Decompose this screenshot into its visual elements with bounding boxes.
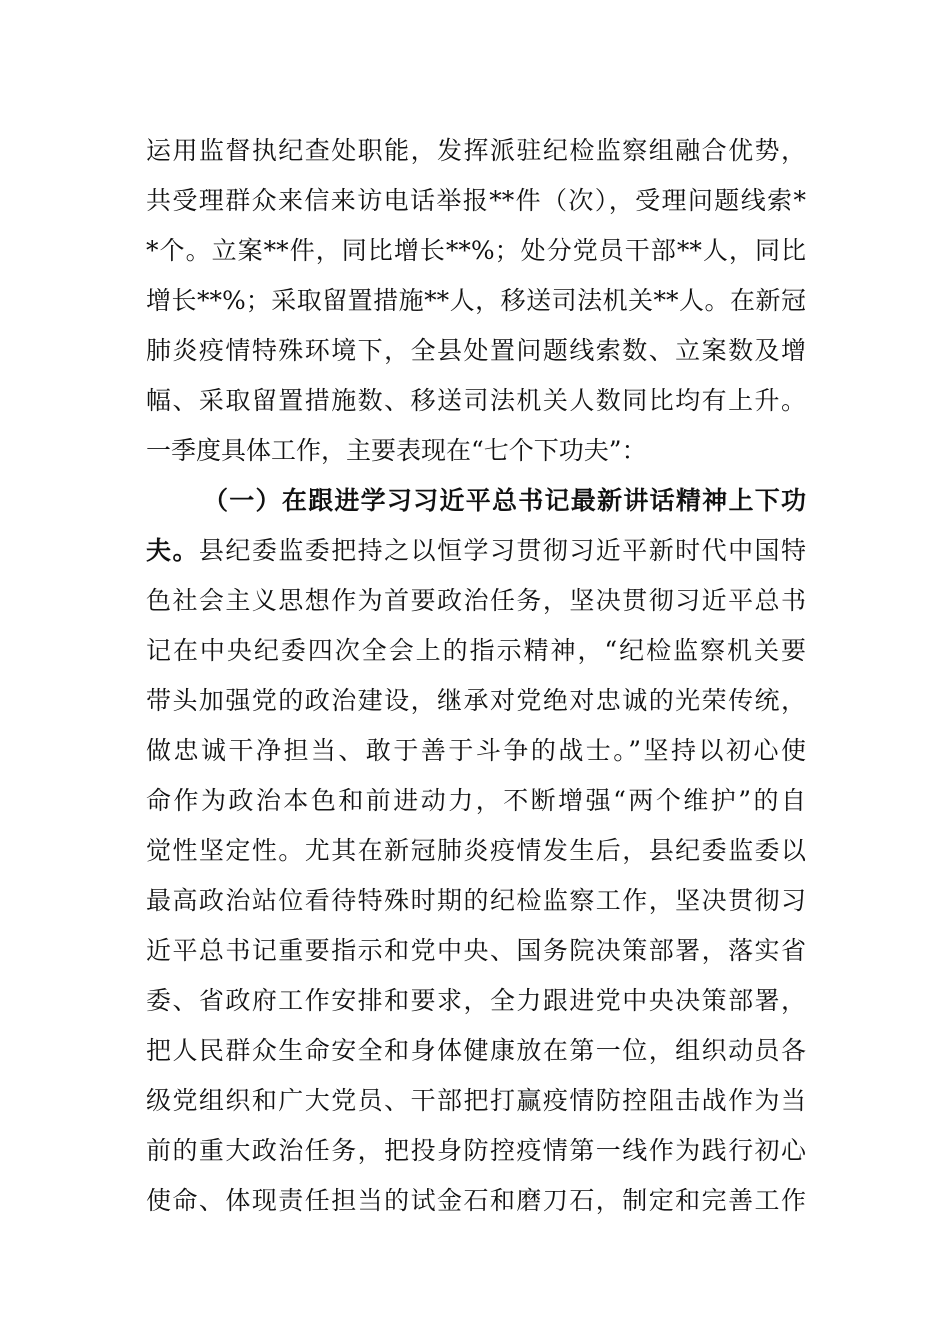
paragraph-line: 做忠诚干净担当、敢于善于斗争的战士。”坚持以初心使 [146, 736, 806, 765]
section-heading-end: 夫。 [146, 536, 199, 565]
paragraph-line: 近平总书记重要指示和党中央、国务院决策部署，落实省 [146, 936, 806, 965]
paragraph-line: 命作为政治本色和前进动力，不断增强“两个维护”的自 [146, 786, 806, 815]
section-heading-continuation [146, 531, 806, 571]
paragraph-line: 觉性坚定性。尤其在新冠肺炎疫情发生后，县纪委监委以 [146, 836, 806, 865]
paragraph-line: 委、省政府工作安排和要求，全力跟进党中央决策部署， [146, 986, 806, 1015]
paragraph-line: 级党组织和广大党员、干部把打赢疫情防控阻击战作为当 [146, 1086, 806, 1115]
paragraph-line: 幅、采取留置措施数、移送司法机关人数同比均有上升。 [146, 386, 806, 415]
paragraph-line: 一季度具体工作，主要表现在“七个下功夫”： [146, 436, 647, 465]
paragraph-line: 前的重大政治任务，把投身防控疫情第一线作为践行初心 [146, 1136, 806, 1165]
paragraph-line: 色社会主义思想作为首要政治任务，坚决贯彻习近平总书 [146, 586, 806, 615]
paragraph-line: 最高政治站位看待特殊时期的纪检监察工作，坚决贯彻习 [146, 886, 806, 915]
section-heading: （一）在跟进学习习近平总书记最新讲话精神上下功 [203, 486, 806, 515]
paragraph-line: 运用监督执纪查处职能，发挥派驻纪检监察组融合优势， [146, 136, 806, 165]
paragraph-line: 肺炎疫情特殊环境下，全县处置问题线索数、立案数及增 [146, 336, 806, 365]
paragraph-line: 把人民群众生命安全和身体健康放在第一位，组织动员各 [146, 1036, 806, 1065]
paragraph-line: *个。立案**件，同比增长**%；处分党员干部**人，同比 [146, 236, 806, 265]
paragraph-line: 使命、体现责任担当的试金石和磨刀石，制定和完善工作 [146, 1186, 806, 1215]
paragraph-line: 记在中央纪委四次全会上的指示精神，“纪检监察机关要 [146, 636, 806, 665]
section-body-start: 县纪委监委把持之以恒学习贯彻习近平新时代中国特 [198, 536, 806, 565]
paragraph-line: 共受理群众来信来访电话举报**件（次），受理问题线索* [146, 186, 806, 215]
paragraph-line: 带头加强党的政治建设，继承对党绝对忠诚的光荣传统， [146, 686, 806, 715]
paragraph-line: 增长**%；采取留置措施**人，移送司法机关**人。在新冠 [146, 286, 806, 315]
